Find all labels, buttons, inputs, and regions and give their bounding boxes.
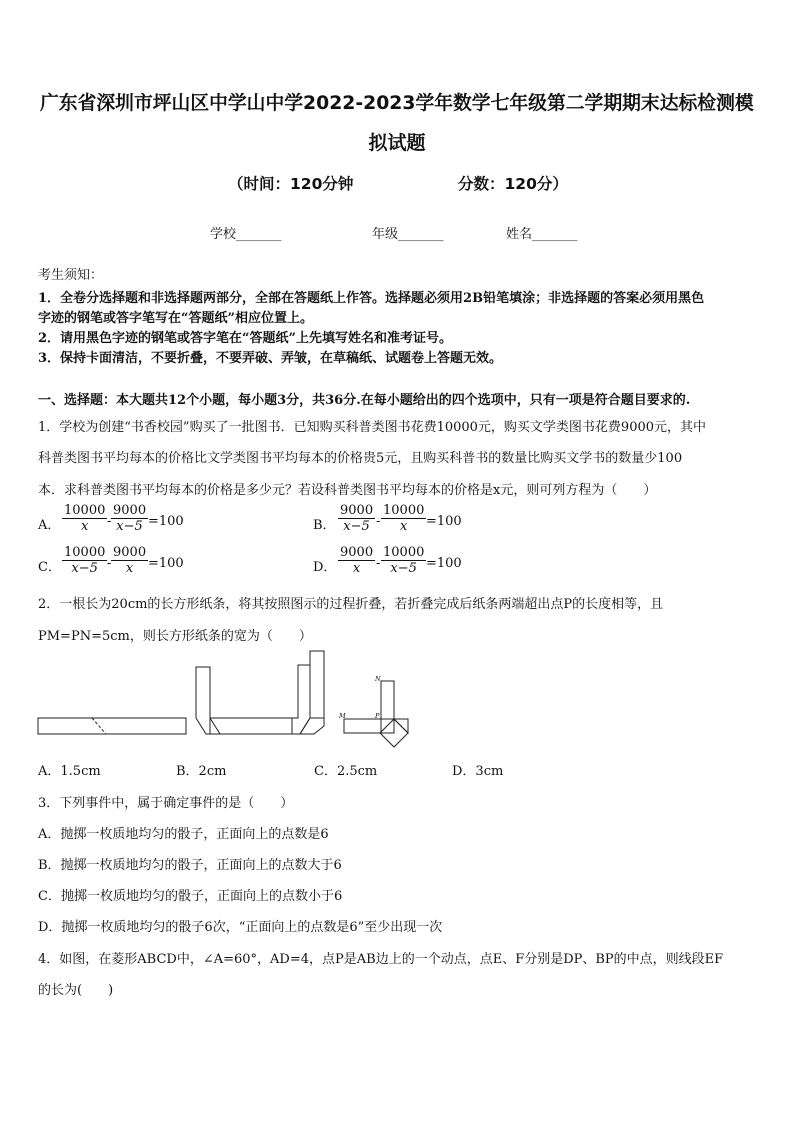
minus-sign: - bbox=[107, 514, 112, 529]
strip-corner bbox=[300, 718, 324, 734]
q3-option-c: C．抛掷一枚质地均匀的骰子，正面向上的点数小于6 bbox=[38, 889, 343, 904]
minus-sign: - bbox=[107, 556, 112, 571]
q1-stem-line: 1．学校为创建“书香校园”购买了一批图书．已知购买科普类图书花费10000元，购买文学类图书花费9000元，其中 bbox=[38, 420, 707, 435]
grade-field: 年级_______ bbox=[372, 227, 444, 242]
fraction bbox=[111, 503, 148, 534]
equation-tail: =100 bbox=[426, 556, 462, 571]
equation-tail: =100 bbox=[148, 556, 184, 571]
q3-option-b: B．抛掷一枚质地均匀的骰子，正面向上的点数大于6 bbox=[38, 858, 342, 873]
numerator: 9000 bbox=[113, 503, 147, 518]
label-n: N bbox=[375, 675, 381, 683]
notice-item: 3．保持卡面清洁，不要折叠，不要弄破、弄皱，在草稿纸、试题卷上答题无效。 bbox=[38, 351, 503, 366]
denominator: x−5 bbox=[116, 519, 143, 534]
school-field: 学校_______ bbox=[210, 227, 282, 242]
q3-stem: 3．下列事件中，属于确定事件的是（ ） bbox=[38, 796, 294, 811]
strip-vertical bbox=[381, 681, 394, 719]
minus-sign: - bbox=[376, 556, 381, 571]
equation-tail: =100 bbox=[148, 514, 184, 529]
option-label: D． bbox=[313, 560, 337, 575]
denominator: x bbox=[125, 561, 134, 576]
name-field: 姓名_______ bbox=[506, 227, 578, 242]
numerator: 9000 bbox=[340, 503, 374, 518]
denominator: x bbox=[352, 561, 361, 576]
q2-stem-line: PM=PN=5cm，则长方形纸条的宽为（ ） bbox=[38, 629, 312, 644]
q2-option-c: C．2.5cm bbox=[314, 764, 378, 779]
q2-stem-line: 2．一根长为20cm的长方形纸条，将其按照图示的过程折叠，若折叠完成后纸条两端超出点P的长度相等，且 bbox=[38, 597, 664, 612]
strip-base-2 bbox=[210, 718, 292, 734]
numerator: 9000 bbox=[340, 545, 374, 560]
notice-item: 2．请用黑色字迹的钢笔或答字笔在“答题纸”上先填写姓名和准考证号。 bbox=[38, 331, 453, 346]
label-m: M bbox=[339, 712, 346, 720]
fraction bbox=[111, 545, 148, 576]
q3-option-a: A．抛掷一枚质地均匀的骰子，正面向上的点数是6 bbox=[38, 827, 329, 842]
notice-heading: 考生须知： bbox=[38, 268, 104, 283]
section-heading: 一、选择题：本大题共12个小题，每小题3分，共36分.在每小题给出的四个选项中，只有一项是符合题目要求的. bbox=[38, 393, 691, 408]
option-label: A． bbox=[38, 518, 61, 533]
q4-stem-line: 4．如图，在菱形ABCD中，∠A=60°，AD=4，点P是AB边上的一个动点，点E、F分别是DP、BP的中点，则线段EF bbox=[38, 952, 724, 967]
denominator: x−5 bbox=[71, 561, 98, 576]
fraction bbox=[381, 503, 426, 534]
label-p: P bbox=[375, 712, 380, 720]
fraction bbox=[338, 545, 375, 576]
equation-tail: =100 bbox=[426, 514, 462, 529]
fraction bbox=[62, 545, 107, 576]
option-label: C． bbox=[38, 560, 61, 575]
q3-option-d: D．抛掷一枚质地均匀的骰子6次，“正面向上的点数是6”至少出现一次 bbox=[38, 920, 443, 935]
option-label: B． bbox=[313, 518, 336, 533]
numerator: 10000 bbox=[383, 545, 425, 560]
numerator: 10000 bbox=[383, 503, 425, 518]
fraction bbox=[62, 503, 107, 534]
strip-folded-up-right bbox=[292, 665, 310, 734]
strip-flat bbox=[38, 718, 186, 734]
total-score: 分数：120分） bbox=[458, 175, 568, 193]
numerator: 10000 bbox=[64, 503, 106, 518]
paper-fold-figure bbox=[30, 645, 430, 750]
q1-stem-line: 科普类图书平均每本的价格比文学类图书平均每本的价格贵5元，且购买科普书的数量比购买文学书的数量少100 bbox=[38, 451, 683, 466]
q2-option-b: B．2cm bbox=[176, 764, 227, 779]
q2-option-d: D．3cm bbox=[452, 764, 504, 779]
time-limit: （时间：120分钟 bbox=[228, 175, 354, 193]
denominator: x−5 bbox=[343, 519, 370, 534]
notice-item: 1．全卷分选择题和非选择题两部分，全部在答题纸上作答。选择题必须用2B铅笔填涂；非选择题的答案必须用黑色 bbox=[38, 291, 705, 306]
denominator: x−5 bbox=[390, 561, 417, 576]
fraction bbox=[338, 503, 375, 534]
denominator: x bbox=[400, 519, 408, 534]
denominator: x bbox=[81, 519, 89, 534]
fold-line bbox=[92, 718, 106, 734]
minus-sign: - bbox=[376, 514, 381, 529]
exam-title-line2: 拟试题 bbox=[368, 132, 426, 154]
q4-stem-line: 的长为( ) bbox=[38, 983, 114, 998]
q1-stem-line: 本．求科普类图书平均每本的价格是多少元？若设科普类图书平均每本的价格是x元，则可列方程为（ ） bbox=[38, 483, 657, 498]
notice-item: 字迹的钢笔或答字笔写在“答题纸”相应位置上。 bbox=[38, 311, 313, 326]
numerator: 10000 bbox=[64, 545, 106, 560]
fraction bbox=[381, 545, 426, 576]
exam-title-line1: 广东省深圳市坪山区中学山中学2022-2023学年数学七年级第二学期期末达标检测模 bbox=[40, 92, 754, 114]
strip-folded-up bbox=[196, 667, 220, 734]
q2-option-a: A．1.5cm bbox=[38, 764, 101, 779]
strip-tall bbox=[310, 651, 324, 718]
numerator: 9000 bbox=[113, 545, 147, 560]
